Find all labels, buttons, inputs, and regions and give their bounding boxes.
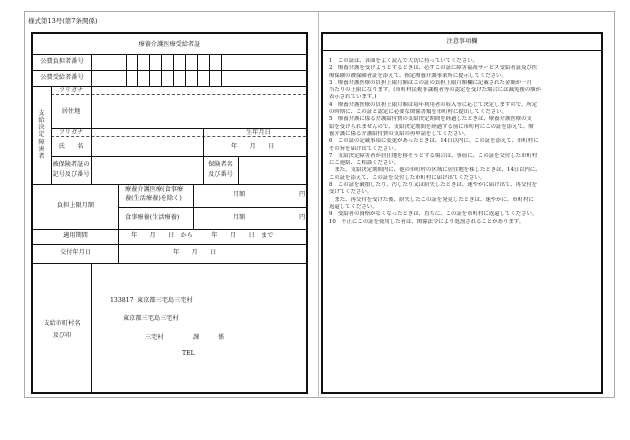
insurer-label-line2: 及び番号 — [208, 171, 233, 178]
insurer-label-line1: 保険者名 — [208, 161, 233, 168]
municipality-label-line2: 及び印 — [52, 332, 72, 339]
municipality-label-line1: 支給市町村名 — [43, 320, 81, 327]
furigana-label-2: フリガナ — [58, 129, 84, 136]
name-label: 氏 名 — [58, 143, 84, 150]
department-suffix: 課 — [193, 334, 200, 341]
notes-title: 注意事項欄 — [446, 38, 478, 45]
furigana-label-1: フリガナ — [58, 87, 84, 94]
municipality-code: 133817 — [110, 297, 134, 304]
notes-panel — [321, 32, 603, 394]
note-line: 養介護に係る介護給付費の支給の再申請をしてください。 — [329, 130, 470, 137]
address-label: 居住地 — [61, 108, 81, 115]
form-number: 様式第13号(第7条関係) — [28, 17, 98, 25]
note-line: 6 この証の記載事項に変更があったときは、14日以内に、この証を添えて、市町村に — [329, 138, 539, 145]
note-line: 3 療養介護医療の負担上限月額はこの証の負担上限月額欄に記載された金額が一月 — [329, 79, 532, 86]
notes-list — [329, 58, 601, 226]
limit-row2-label: 食事療養(生活療養) — [125, 214, 180, 221]
municipality-office: 三宅村 — [145, 334, 164, 341]
note-line: 療保険の被保険者証を添えて、指定療養介護事業所に提示してください。 — [329, 72, 507, 79]
payer-number-label: 公費負担者番号 — [40, 58, 84, 65]
note-line: その旨を届け出てください。 — [329, 145, 400, 152]
note-line: 返還してください。 — [329, 203, 378, 210]
limit-row1-line2: 養(生活療養)を除く) — [125, 195, 182, 202]
birthdate-placeholder: 年 月 日 — [231, 143, 275, 150]
insurance-label-line2: 記号及び番号 — [52, 171, 90, 178]
limit-row2-month: 月額 — [233, 214, 246, 221]
note-line: にご連絡、ご相談ください。 — [329, 160, 400, 167]
birthdate-label: 生年月日 — [246, 129, 271, 136]
period-value: 年 月 日 から 年 月 日 まで — [131, 232, 274, 239]
note-line: の時期に、この証と認定に必要な関係書類を市町村に提出してください。 — [329, 109, 507, 116]
note-line: 5 療養介護に係る介護給付費の支給決定期間を経過したときは、療養介護医療の支 — [329, 116, 532, 123]
note-line: 受けてください。 — [329, 189, 373, 196]
note-line: 給を受けられませんので、支給決定期間を経過する前に市町村にこの証を添えて、療 — [329, 123, 534, 130]
notes-title-row — [323, 34, 601, 51]
section-suffix: 係 — [218, 334, 225, 341]
note-line: 9 受給者の資格がなくなったときは、直ちに、この証を市町村に返還してください。 — [329, 211, 538, 218]
section-label: 支給決定障害者 — [38, 110, 45, 160]
note-line: また、再交付を受けた後、紛失したこの証を発見したときは、速やかに、市町村に — [329, 196, 534, 203]
issue-date-value: 年 月 日 — [173, 249, 217, 256]
municipality-name: 東京都三宅島三宅村 — [137, 297, 193, 304]
limit-row1-yen: 円 — [299, 191, 306, 198]
certificate-title: 療養介護医療受給者証 — [138, 41, 201, 48]
issue-date-label: 交付年月日 — [60, 249, 91, 256]
fold-line — [318, 11, 319, 398]
limit-row1-month: 月額 — [233, 191, 246, 198]
note-line: この証を添えて、この証を交付した市町村に届け出てください。 — [329, 174, 486, 181]
note-line: 2 療養介護を受けようとするときは、必ずこの証に障害福祉サービス受給者証及び医 — [329, 65, 538, 72]
note-line: 4 療養介護医療の負担上限月額は毎年利用者の収入等に応じて決定しますので、所定 — [329, 101, 538, 108]
note-line: 当たりの上限になります。(市町村民税非課税者等の認定を受けた場合には減免後の額が — [329, 87, 541, 94]
period-label: 適用期間 — [63, 232, 88, 239]
limit-row1-line1: 療養介護医療(食事療 — [125, 186, 184, 193]
limit-row2-yen: 円 — [299, 214, 306, 221]
note-line: 8 この証を破損したり、汚したり又は紛失したときは、速やかに届け出て、再交付を — [329, 182, 538, 189]
certificate-form — [31, 32, 308, 394]
limit-label: 負担上限月額 — [56, 202, 95, 209]
recipient-number-label: 公費受給者番号 — [40, 74, 84, 81]
note-line: また、支給決定期間内に、他の市町村の区域に居住地を移したときは、14日以内に、 — [329, 167, 541, 174]
note-line: 表示されています。) — [329, 94, 377, 101]
insurance-label-line1: 被保険者証の — [52, 161, 90, 168]
note-line: 10 不正にこの証を使用した者は、関係法令により処罰されることがあります。 — [329, 218, 525, 225]
tel-label: TEL — [182, 350, 195, 357]
municipality-address: 東京都三宅島三宅村 — [123, 315, 179, 322]
note-line: 7 支給決定障害者が居住地を移そうとする場合は、事前に、この証を交付した市町村 — [329, 152, 538, 159]
note-line: 1 この証は、各面をよく読んで大切に持っていてください。 — [329, 58, 478, 64]
